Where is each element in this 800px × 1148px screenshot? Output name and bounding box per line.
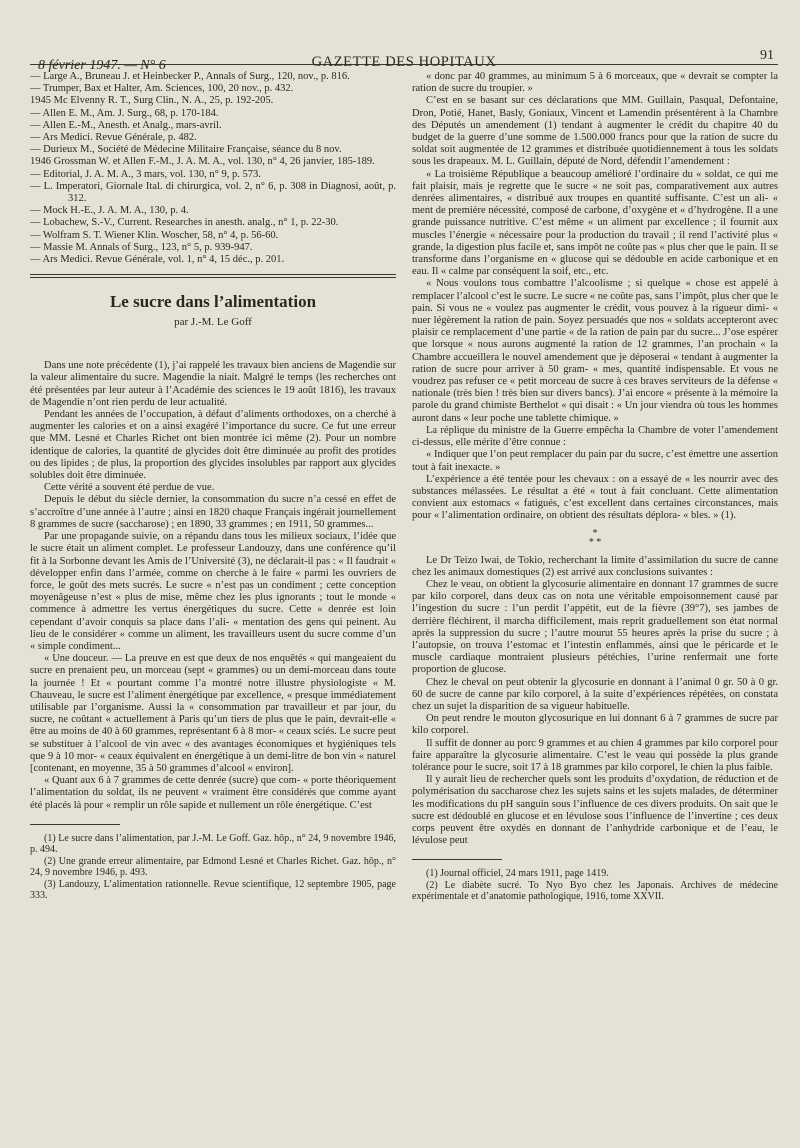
reference-list (30, 71, 396, 266)
reference-item: — Mock H.-E., J. A. M. A., 130, p. 4. (30, 205, 189, 217)
page-number: 91 (760, 48, 774, 63)
reference-item: — Ars Medici. Revue Générale, vol. 1, n° 4, 15 déc., p. 201. (30, 254, 285, 266)
paragraph: Chez le cheval on peut obtenir la glycosurie en donnant à l’animal 0 gr. 50 à 0 gr. 60 de sucre de canne par kilo corporel, à la suite d’expériences répétées, on constata chez un sujet la disparition de sa vigueur habituelle. (412, 676, 778, 712)
page-header (30, 34, 778, 73)
left-column (30, 71, 396, 903)
footnotes (412, 868, 778, 903)
paragraph: « Quant aux 6 à 7 grammes de cette denrée (sucre) que com- « porte théoriquement l’alimentation du soldat, ils ne peuvent « vraiment être considérés que comme ayant été placés là pour « remplir un rôle sapide et nullement un rôle énergétique. C’est (30, 775, 396, 811)
paragraph: Chez le veau, on obtient la glycosurie alimentaire en donnant 17 grammes de sucre par kilo corporel, dans deux cas on nota une véritable empoisonnement causé par l’ingestion du sucre : l’un perdit l’appétit, eut de la fièvre (39°7), ses jambes de derrière fléchirent, il marcha difficilement, mais reprit graduellement son état normal après la suppression du sucre ; l’autre mourut 55 heures après la prise du sucre ; à l’autopsie, on trouva l’estomac et l’intestin enflammés, ainsi que le péricarde et le muscle cardiaque montraient plusieurs pétéchies, l’urine renfermait une forte proportion de glucose. (412, 578, 778, 676)
footnote-divider (30, 824, 120, 825)
article-author: par J.-M. Le Goff (174, 316, 252, 329)
section-divider (30, 277, 396, 278)
reference-item: — Allen E.-M., Anesth. et Analg., mars-avril. (30, 119, 222, 131)
right-column (412, 71, 778, 903)
reference-item: — Editorial, J. A. M. A., 3 mars, vol. 130, n° 9, p. 573. (30, 168, 261, 180)
reference-item: — Large A., Bruneau J. et Heinbecker P., Annals of Surg., 120, nov., p. 816. (30, 71, 350, 82)
reference-item: — L. Imperatori, Giornale Ital. di chirurgica, vol. 2, n° 6, p. 308 in Diagnosi, août, p. 312. (30, 180, 396, 205)
paragraph: « Indiquer que l’on peut remplacer du pain par du sucre, c’est émettre une assertion tout à fait inexacte. » (412, 449, 778, 473)
article-title: Le sucre dans l’alimentation (109, 292, 317, 312)
footnote: (2) Une grande erreur alimentaire, par Edmond Lesné et Charles Richet. Gaz. hôp., n° 24, 9 novembre 1946, p. 493. (30, 855, 396, 879)
paragraph: « Une douceur. — La preuve en est que deux de nos enquêtés « qui mangeaient du sucre en prenaient peu, un morceau (sept « grammes) ou un demi-morceau dans toute la journée ! Et « pourtant comme l’a montré notre illustre physiologiste « M. Chauveau, le sucre est l’aliment énergétique par excellence, « presque immédiatement utilisable par l’organisme. Aussi la « consommation par travailleur et par jour, du sucre, ne coûtant « actuellement à Paris qu’un tiers de plus que le pain, devrait-elle « être au moins de 40 à 60 grammes, représentant 6 à 8 mor- « ceaux sciés. Le sucre peut se substituer à l’alcool de vin avec « des avantages économiques et hygiéniques tels que 9 à 10 mor- « ceaux équivalent en énergétique à un demi-litre de bon vin « naturel [contenant, en moyenne, 35 à 50 grammes d’alcool « environ]. (30, 653, 396, 774)
footnote: (1) Journal officiel, 24 mars 1911, page 1419. (426, 868, 609, 880)
paragraph: Dans une note précédente (1), j’ai rappelé les travaux bien anciens de Magendie sur la valeur alimentaire du sucre. Magendie la niait. Malgré le temps (les recherches ont été présentées par leur auteur à l’Académie des sciences le 19 août 1816), les travaux de Magendie n’ont rien perdu de leur actualité. (30, 360, 396, 408)
reference-item: — Massie M. Annals of Surg., 123, n° 5, p. 939-947. (30, 241, 253, 253)
paragraph: Le Dr Teizo Iwai, de Tokio, recherchant la limite d’assimilation du sucre de canne chez les animaux domestiques (2) est arrivé aux conclusions suivantes : (412, 554, 778, 578)
footnote: (3) Landouzy, L’alimentation rationnelle. Revue scientifique, 12 septembre 1905, page 333. (30, 878, 396, 902)
footnote-divider (412, 859, 502, 860)
reference-item: — Wolfram S. T. Wiener Klin. Woscher, 58, n° 4, p. 56-60. (30, 229, 279, 241)
paragraph: La réplique du ministre de la Guerre empêcha la Chambre de voter l’amendement ci-dessus, elle mérite d’être connue : (412, 424, 778, 449)
section-separator-stars: * * * (588, 527, 602, 548)
reference-item: — Durieux M., Société de Médecine Militaire Française, séance du 8 nov. (30, 144, 342, 156)
footnote: (2) Le diabète sucré. To Nyo Byo chez les Japonais. Archives de médecine expérimentale et d’anatomie pathologique, 1916, tome XXVII. (412, 879, 778, 903)
section-divider (30, 274, 396, 275)
reference-item: 1945 Mc Elvenny R. T., Surg Clin., N. A., 25, p. 192-205. (30, 95, 274, 107)
paragraph: Il y aurait lieu de rechercher quels sont les produits d’oxydation, de réduction et de polymérisation du saccharose chez les sujets sains et les sujets malades, de déterminer les modifications du pH sanguin sous l’influence de ces divers produits. On sait que le sucre est dédoublé en glucose et en lévulose sous l’influence de l’invertine ; ces deux corps peuvent être oxydés en donnant de l’anhydride carbonique et de l’eau, le lévulose peut (412, 774, 778, 847)
paragraph: Pendant les années de l’occupation, à défaut d’aliments orthodoxes, on a cherché à augmenter les calories et on a ainsi exagéré l’importance du sucre. Ce fut une erreur que MM. Lesné et Charles Richet ont bien montrée ici même (2). Pour un nombre identique de calories, la quantité de glycides doit être diminuée au profit des protides ou des lipides ; de plus, la proportion des glycides insolubles par rapport aux glycides solubles doit être diminuée. (30, 409, 396, 482)
paragraph: L’expérience a été tentée pour les chevaux : on a essayé de « les nourrir avec des substances mélassées. Le résultat a été « tout à fait concluant. Cette alimentation convient aux estomacs « fatigués, c’est excellent dans certaines circonstances, mais pour « l’alimentation ordinaire, on obtient des résultats déplora- « bles. » (1). (412, 473, 778, 522)
paragraph: « Nous voulons tous combattre l’alcoolisme ; si quelque « chose est appelé à remplacer l’alcool c’est le sucre. Le sucre « ne coûte pas, sans l’impôt, plus cher que le pain. Si vous ne « voulez pas augmenter le crédit, vous pouvez à la rigueur dimi- « nuer légèrement la ration de pain. Soyez persuadés que nos « soldats accepteront avec plaisir ce remplacement d’une partie « de la ration de pain par du sucre... J’ose espérer que lorsque « nous aurons augmenté la ration de 12 grammes, l’an prochain « la Chambre accueillera le nouvel amendement que je déposerai « tendant à augmenter la ration de sucre pour arriver à 50 gram- « mes, quantité indispensable. Et vous ne voudrez pas refuser ce « petit morceau de sucre à ces braves serviteurs de la défense « nationale (très bien ! très bien sur divers bancs). J’ai encore « présente à la mémoire la parole du grand chimiste Berthelot « qui disait : « Un jour viendra où tous les hommes auront dans « leur poche une tablette chimique. » (412, 278, 778, 424)
paragraph: Par une propagande suivie, on a répandu dans tous les milieux sociaux, l’idée que le sucre était un aliment complet. Le professeur Landouzy, dans une conférence qu’il fit à la Sorbonne devant les Amis de l’Université (3), ne déclarait-il pas : « Il faudrait « développer enfin dans l’armée, comme on cherche à le faire « parmi les ouvriers de force, le goût des mets sucrés. Le sucre « n’est pas un condiment ; cette conception moyenâgeuse n’est « plus de mise, même chez les plus ignorants ; tout le monde « commence à admettre les vertus énergétiques du sucre. Cette « denrée est loin cependant d’avoir conquis sa place dans l’ali- « mentation des gens qui peinent. Au lieu de le considérer « comme un aliment, les travailleurs usent du sucre comme d’un « simple condiment... (30, 531, 396, 652)
reference-item: — Ars Medici. Revue Générale, p. 482. (30, 132, 197, 144)
paragraph: Cette vérité a souvent été perdue de vue. (44, 482, 215, 494)
footnote: (1) Le sucre dans l’alimentation, par J.-M. Le Goff. Gaz. hôp., n° 24, 9 novembre 1946, p. 494. (30, 832, 396, 856)
paragraph: On peut rendre le mouton glycosurique en lui donnant 6 à 7 grammes de sucre par kilo corporel. (412, 713, 778, 737)
paragraph: C’est en se basant sur ces déclarations que MM. Guillain, Pasqual, Defontaine, Dron, Potié, Hanet, Basly, Goniaux, Vincent et Lamendin présentèrent à la Chambre des Députés un amendement (1) tendant à augmenter le crédit du chapitre 40 du budget de la guerre d’une somme de 1.500.000 francs pour que la ration de sucre du soldat soit augmentée de 12 grammes et distribuée quotidiennement à tous les soldats sous les drapeaux. M. L. Guillain, député de Nord, défendit l’amendement : (412, 95, 778, 168)
paragraph: Depuis le début du siècle dernier, la consommation du sucre n’a cessé en effet de s’accroître d’une année à l’autre ; ainsi en 1820 chaque Français ingérait journellement 8 grammes de sucre (saccharose) ; en 1890, 33 grammes ; en 1911, 50 grammes... (30, 494, 396, 530)
footnotes (30, 833, 396, 902)
reference-item: — Trumper, Bax et Halter, Am. Sciences, 100, 20 nov., p. 432. (30, 83, 294, 95)
issue-date: 8 février 1947. — N° 6 (38, 58, 166, 73)
reference-item: — Allen E. M., Am. J. Surg., 68, p. 170-184. (30, 107, 219, 119)
paragraph: Il suffit de donner au porc 9 grammes et au chien 4 grammes par kilo corporel pour faire apparaître la glycosurie alimentaire. C’est le veau qui possède la plus grande tolérance pour le sucre, soit 17 à 18 grammes par kilo corporel, le chien la plus faible. (412, 737, 778, 773)
reference-item: — Lobachew, S.-V., Current. Researches in anesth. analg., n° 1, p. 22-30. (30, 217, 339, 229)
journal-title: GAZETTE DES HOPITAUX (311, 54, 497, 70)
reference-item: 1946 Grossman W. et Allen F.-M., J. A. M. A., vol. 130, n° 4, 26 janvier, 185-189. (30, 156, 375, 168)
paragraph: « La troisième République a beaucoup amélioré l’ordinaire du « soldat, ce qui me fait plaisir, mais je regrette que le sucre « ne soit pas, comparativement aux autres denrées alimentaires, « distribué aux troupes en quantité suffisante. C’est un ali- « ment de première nécessité, composé de carbone, d’oxygène et « d’hydrogène. Il a une grande puissance nutritive. C’est même « un aliment par excellence ; il fournit aux muscles l’énergie « nécessaire pour la production du travail ; il rend l’activité plus « grande, la digestion plus facile et, sans impôt ne coûte pas « plus cher que le pain. Il se transforme dans l’organisme en « glucose qui se dédouble en acide carbonique et en eau. Il « calme par conséquent la soif, etc., etc. (412, 168, 778, 278)
paragraph: « donc par 40 grammes, au minimum 5 à 6 morceaux, que « devrait se compter la ration de sucre du troupier. » (412, 71, 778, 95)
